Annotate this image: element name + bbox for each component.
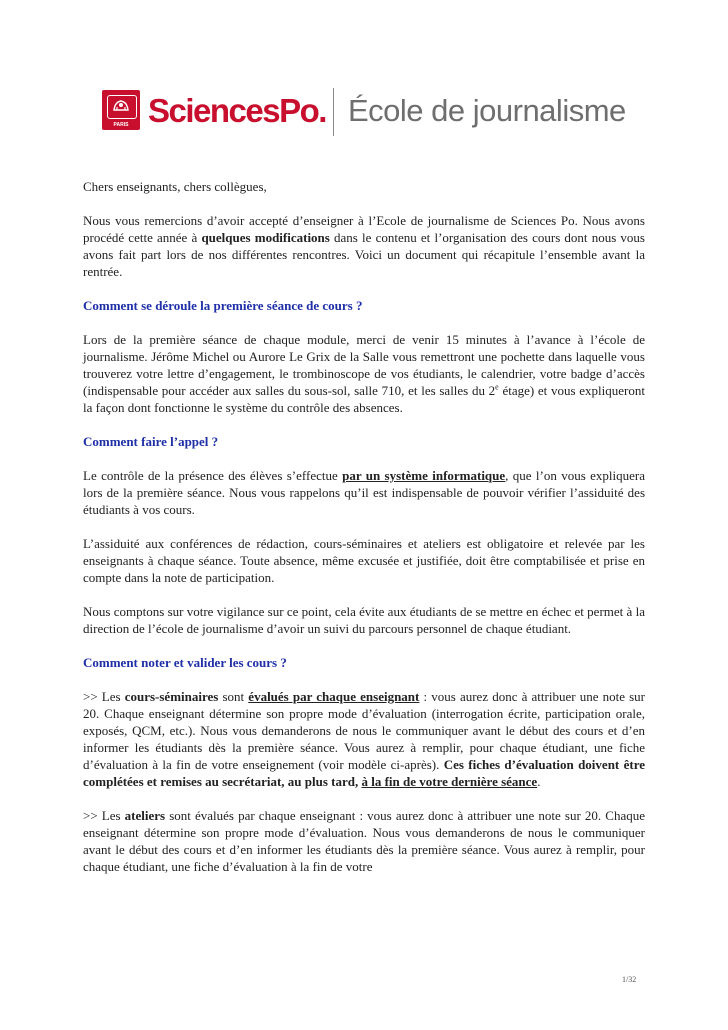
letterhead bbox=[100, 86, 660, 142]
p5-bold-2: Ces fiches d’évaluation doivent être complétées et remises au secrétariat, au plus tard, bbox=[83, 757, 645, 789]
seal-text: PARIS bbox=[113, 122, 129, 128]
letter-body bbox=[83, 178, 645, 892]
sciences-po-seal-logo bbox=[102, 90, 140, 130]
p6-text-1: >> Les bbox=[83, 808, 125, 823]
header-divider bbox=[333, 88, 334, 136]
paragraph-appel bbox=[83, 467, 645, 518]
p1-text-2: étage) et vous expliqueront la façon dont fonctionne le système du contrôle des absences. bbox=[83, 383, 645, 415]
p5-text-3: : vous aurez donc à attribuer une note sur 20. Chaque enseignant détermine son propre mode d’évaluation (interrogation écrite, participation orale, exposés, QCM, etc.). Nous vous demanderons de nous le communiquer avant le début des cours et d’en informer les étudiants dès la première séance. Vous aurez à remplir, pour chaque étudiant, une fiche d’évaluation à la fin de votre enseignement (voir modèle ci-après). bbox=[83, 689, 646, 772]
p5-text-1: >> Les bbox=[83, 689, 125, 704]
heading-noter-valider: Comment noter et valider les cours ? bbox=[83, 655, 287, 670]
p5-underline-2: à la fin de votre dernière séance bbox=[361, 774, 538, 789]
p1-superscript: e bbox=[495, 382, 499, 392]
paragraph-premiere-seance bbox=[83, 331, 645, 416]
page-number: 1/32 bbox=[622, 975, 637, 984]
p6-bold-1: ateliers bbox=[124, 808, 166, 823]
p1-text-1: Lors de la première séance de chaque module, merci de venir 15 minutes à l’avance à l’école de journalisme. Jérôme Michel ou Aurore Le Grix de la Salle vous remettront une pochette dans laquelle vous trouverez votre lettre d’engagement, le trombinoscope de vos étudiants, le calendrier, votre badge d’accès (indispensable pour accéder aux salles du sous-sol, salle 710, et les salles du 2 bbox=[83, 332, 645, 398]
intro-bold-1: quelques modifications bbox=[201, 230, 330, 245]
intro-paragraph bbox=[83, 212, 645, 280]
paragraph-ateliers bbox=[83, 807, 645, 875]
p6-text-2: sont évalués par chaque enseignant : vous aurez donc à attribuer une note sur 20. Chaque enseignant détermine son propre mode d’évaluation. Nous vous demanderons de nous le communiquer avant le début des cours et d’en informer les étudiants dès la première séance. Vous aurez à remplir, pour chaque étudiant, une fiche d’évaluation à la fin de votre bbox=[83, 808, 645, 874]
heading-premiere-seance: Comment se déroule la première séance de cours ? bbox=[83, 298, 363, 313]
p2-text-1: Le contrôle de la présence des élèves s’effectue bbox=[83, 468, 343, 483]
p5-text-2: sont bbox=[218, 689, 249, 704]
intro-text-2: dans le contenu et l’organisation des cours dont nous vous avons fait part lors de nos différentes rencontres. Voici un document qui récapitule l’ensemble avant la rentrée. bbox=[83, 230, 645, 279]
paragraph-assiduite: L’assiduité aux conférences de rédaction, cours-séminaires et ateliers est obligatoire et relevée par les enseignants à chaque séance. Toute absence, même excusée et justifiée, doit être comptabilisée et prise en compte dans la note de participation. bbox=[83, 536, 645, 585]
paragraph-cours-seminaires bbox=[83, 688, 645, 790]
p5-text-4: . bbox=[537, 774, 541, 789]
p5-underline-1: évalués par chaque enseignant bbox=[248, 689, 420, 704]
intro-text-1: Nous vous remercions d’avoir accepté d’enseigner à l’Ecole de journalisme de Sciences Po. Nous avons procédé cette année à bbox=[83, 213, 645, 245]
p5-bold-1: cours-séminaires bbox=[124, 689, 219, 704]
lion-crest-icon bbox=[112, 98, 130, 114]
p2-underline-bold: par un système informatique bbox=[342, 468, 506, 483]
paragraph-vigilance: Nous comptons sur votre vigilance sur ce point, cela évite aux étudiants de se mettre en échec et permet à la direction de l’école de journalisme d’avoir un suivi du parcours personnel de chaque étudiant. bbox=[83, 604, 645, 636]
brand-wordmark: SciencesPo. bbox=[148, 92, 326, 129]
greeting: Chers enseignants, chers collègues, bbox=[83, 179, 267, 194]
p2-text-2: , que l’on vous expliquera lors de la première séance. Nous vous rappelons qu’il est indispensable de pouvoir vérifier l’assiduité des étudiants à vos cours. bbox=[83, 468, 645, 517]
heading-appel: Comment faire l’appel ? bbox=[83, 434, 219, 449]
school-name: École de journalisme bbox=[348, 93, 626, 128]
